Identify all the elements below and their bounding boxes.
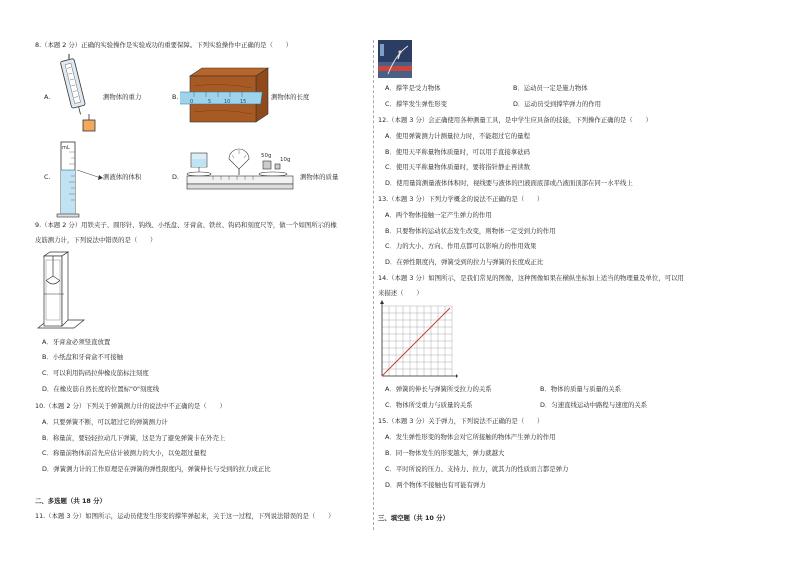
- q9-option-c: C．可以利用钩码拉伸橡皮筋标注刻度: [42, 369, 149, 377]
- q12-option-a: A．使用弹簧测力计测量拉力时，不能超过它的量程: [385, 132, 530, 140]
- q8-option-a-text: 测物体的重力: [103, 93, 142, 101]
- q13-option-d: D．在弹性限度内，弹簧受到的拉力与弹簧的长度成正比: [385, 258, 544, 266]
- q14-option-b: B．物体的质量与质量的关系: [540, 385, 622, 393]
- section-2-heading: 二、多选题（共 18 分）: [35, 497, 106, 505]
- q11-option-a: A．撑竿是受力物体: [385, 84, 441, 92]
- q8-option-d-text: 测物体的质量: [300, 173, 339, 181]
- q12-stem: 12.（本题 3 分）会正确使用各种测量工具，是中学生应具备的技能，下列操作正确的是（ ）: [378, 116, 652, 124]
- q8-option-b-letter: B.: [172, 93, 179, 101]
- q11-stem: 11.（本题 3 分）如图所示，运动员使发生形变的撑竿弹起来，关于这一过程，下列说法错误的是（ ）: [35, 512, 335, 520]
- q15-option-a: A．发生弹性形变的物体会对它所接触的物体产生弹力的作用: [385, 433, 556, 441]
- q8-weight-50g: 50g: [261, 153, 272, 159]
- q8-ruler-tick-0: 0: [190, 99, 194, 105]
- q8-figure-c: [55, 140, 105, 220]
- q8-stem: 8.（本题 2 分）正确的实验操作是实验成功的重要保障。下列实验操作中正确的是（ ）: [35, 41, 293, 49]
- q10-option-d: D．弹簧测力计的工作原理是在弹簧的弹性限度内，弹簧伸长与受到的拉力成正比: [42, 465, 271, 473]
- q15-option-c: C．平时所说的压力、支持力、拉力，就其力的性质而言都是弹力: [385, 465, 569, 473]
- q15-stem: 15.（本题 3 分）关于弹力，下列说法不正确的是（ ）: [378, 417, 544, 425]
- q12-option-c: C．使用天平称量物体质量时，要将指针静止再读数: [385, 163, 531, 171]
- q8-weight-10g: 10g: [280, 157, 291, 163]
- q8-option-a-letter: A.: [44, 93, 51, 101]
- q8-option-c-letter: C.: [44, 173, 51, 181]
- q14-option-a: A．弹簧的伸长与弹簧所受拉力的关系: [385, 385, 492, 393]
- q14-line-graph: [378, 300, 458, 380]
- column-divider: [373, 40, 374, 530]
- q10-option-b: B．称量前，要轻轻拉动几下弹簧，这是为了避免弹簧卡在外壳上: [42, 434, 226, 442]
- q9-rubber-band-figure: [34, 250, 86, 334]
- q14-stem-line2: 来描述（ ）: [378, 289, 423, 297]
- q10-option-a: A．只要弹簧不断，可以超过它的弹簧测力计: [42, 418, 168, 426]
- q8-ruler-tick-5: 5: [208, 99, 212, 105]
- q8-option-b-text: 测物体的长度: [271, 93, 310, 101]
- q9-stem-line2: 皮筋测力计，下列说法中错误的是（ ）: [35, 236, 157, 244]
- q9-option-a: A．牙膏盒必须竖直放置: [42, 338, 111, 346]
- q11-option-b: B．运动员一定是施力物体: [513, 84, 588, 92]
- q8-ml-label: mL: [62, 145, 70, 151]
- q11-option-c: C．撑竿发生弹性形变: [385, 100, 447, 108]
- q11-pole-vault-photo: [378, 40, 412, 78]
- q8-figure-a: [55, 53, 105, 135]
- q9-stem-line1: 9.（本题 2 分）用铁夹子、圆形针、钩线、小纸盘、牙膏盒、铁丝、钩码和刻度尺等，做一个如图所示的橡: [35, 221, 337, 229]
- q14-proportional-line: [382, 308, 450, 376]
- q14-stem-line1: 14.（本题 3 分）如图所示，是我们常见的图像，这种图像如果在横纵坐标加上适当的物理量及单位，可以用: [378, 274, 684, 282]
- q13-option-c: C．力的大小、方向、作用点都可以影响力的作用效果: [385, 242, 537, 250]
- q8-figure-b: [180, 66, 270, 128]
- q13-stem: 13.（本题 3 分）下列力学概念的说法不正确的是（ ）: [378, 195, 544, 203]
- q9-option-d: D．在橡皮筋自然长度的位置标"0"刻度线: [42, 385, 160, 393]
- q13-option-b: B．只要物体的运动状态发生改变，则物体一定受到力的作用: [385, 227, 556, 235]
- q9-option-b: B．小纸盘和牙膏盒不可接触: [42, 353, 124, 361]
- q15-option-b: B．同一物体发生的形变越大，弹力就越大: [385, 449, 505, 457]
- q10-option-c: C．称量前物体前首先应估计被测力的大小，以免超过量程: [42, 449, 207, 457]
- q11-option-d: D．运动员受到撑竿弹力的作用: [513, 100, 601, 108]
- q8-figure-d: [183, 145, 298, 195]
- q13-option-a: A．两个物体接触一定产生弹力的作用: [385, 211, 492, 219]
- q10-stem: 10.（本题 2 分）下列关于弹簧测力计的说法中不正确的是（ ）: [35, 402, 226, 410]
- q14-option-c: C．物体所受重力与质量的关系: [385, 401, 473, 409]
- q15-option-d: D．两个物体不接触也有可能有弹力: [385, 481, 486, 489]
- q8-ruler-tick-10: 10: [224, 99, 231, 105]
- q12-option-d: D．使用量筒测量液体体积时，视线要与液体的凹液面底部或凸液面顶部在同一水平线上: [385, 179, 633, 187]
- q12-option-b: B．使用天平称量物体质量时，可以用手直接拿砝码: [385, 148, 530, 156]
- q8-option-d-letter: D.: [172, 173, 179, 181]
- q8-option-c-text: 测液体的体积: [103, 173, 142, 181]
- q8-ruler-tick-15: 15: [240, 99, 247, 105]
- section-3-heading: 三、填空题（共 10 分）: [378, 514, 449, 522]
- q14-option-d: D．匀速直线运动中路程与速度的关系: [540, 401, 648, 409]
